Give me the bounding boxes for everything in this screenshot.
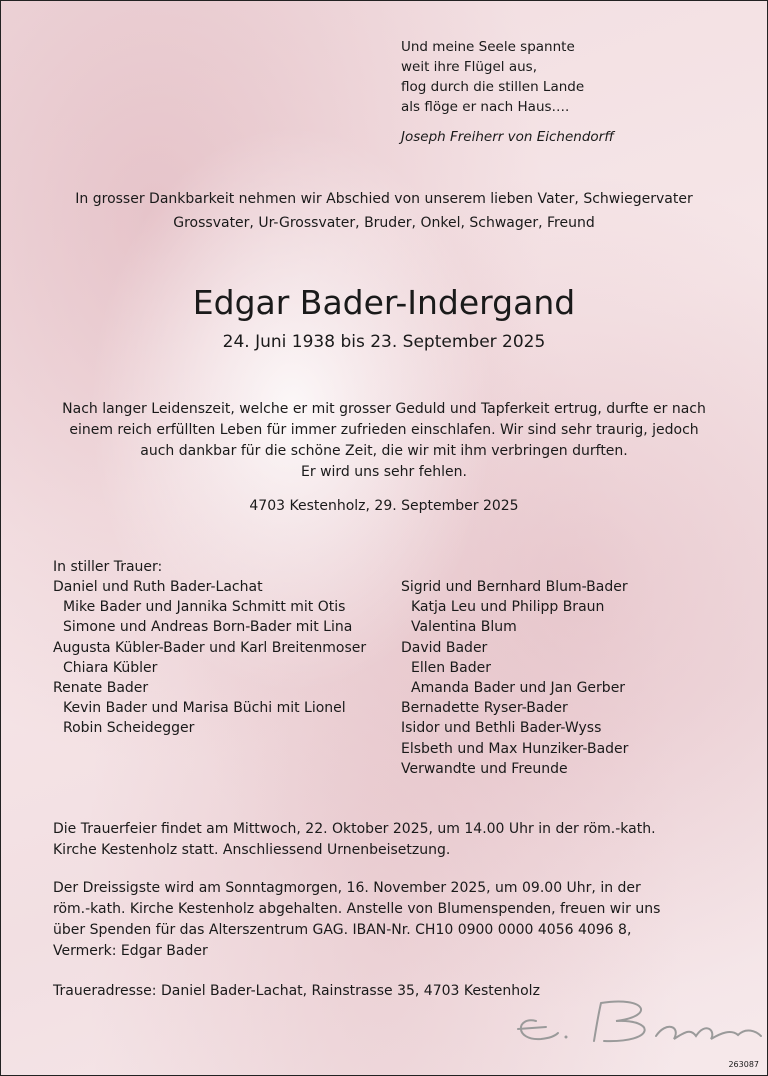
- message-text: [21, 399, 747, 483]
- mourner: Simone und Andreas Born-Bader mit Lina: [63, 619, 353, 636]
- mourner: Ellen Bader: [411, 659, 492, 676]
- mourner: Chiara Kübler: [63, 659, 158, 676]
- intro-text: [21, 187, 747, 235]
- mourner: Robin Scheidegger: [63, 720, 195, 737]
- message-line: Nach langer Leidenszeit, welche er mit grosser Geduld und Tapferkeit ertrug, durfte er nach: [62, 401, 706, 417]
- poem-line: weit ihre Flügel aus,: [401, 59, 537, 75]
- memorial-line: röm.-kath. Kirche Kestenholz abgehalten. Anstelle von Blumenspenden, freuen wir uns: [53, 901, 661, 917]
- message-line: Er wird uns sehr fehlen.: [301, 464, 467, 480]
- mourner: Kevin Bader und Marisa Büchi mit Lionel: [63, 700, 346, 717]
- signature: [506, 991, 766, 1051]
- ceremony-line: Kirche Kestenholz statt. Anschliessend Urnenbeisetzung.: [53, 842, 451, 858]
- mourner: Mike Bader und Jannika Schmitt mit Otis: [63, 599, 346, 616]
- message-line: einem reich erfüllten Leben für immer zufrieden einschlafen. Wir sind sehr traurig, jedoch: [69, 422, 699, 438]
- mourner: Renate Bader: [53, 680, 149, 697]
- poem-line: flog durch die stillen Lande: [401, 79, 585, 95]
- mourner: Elsbeth und Max Hunziker-Bader: [401, 740, 629, 757]
- mourners-right-column: [401, 577, 628, 779]
- mourner: David Bader: [401, 639, 488, 656]
- mourner: Verwandte und Freunde: [401, 760, 568, 777]
- life-dates: 24. Juni 1938 bis 23. September 2025: [222, 332, 546, 352]
- mourning-address: Traueradresse: Daniel Bader-Lachat, Rainstrasse 35, 4703 Kestenholz: [53, 983, 540, 999]
- ceremony-info: [53, 819, 733, 861]
- poem-line: Und meine Seele spannte: [401, 39, 575, 55]
- memorial-line: Der Dreissigste wird am Sonntagmorgen, 16. November 2025, um 09.00 Uhr, in der: [53, 880, 641, 896]
- poem-line: als flöge er nach Haus….: [401, 99, 570, 115]
- mourner: Sigrid und Bernhard Blum-Bader: [401, 579, 628, 595]
- poem-author: Joseph Freiherr von Eichendorff: [401, 129, 614, 145]
- intro-line: In grosser Dankbarkeit nehmen wir Abschied von unserem lieben Vater, Schwiegervater: [75, 191, 693, 207]
- intro-line: Grossvater, Ur-Grossvater, Bruder, Onkel, Schwager, Freund: [173, 215, 595, 231]
- mourners-left-column: [53, 577, 366, 739]
- memorial-line: Vermerk: Edgar Bader: [53, 943, 208, 959]
- memorial-info: [53, 878, 733, 962]
- mourner: Isidor und Bethli Bader-Wyss: [401, 720, 602, 737]
- memorial-line: über Spenden für das Alterszentrum GAG. IBAN-Nr. CH10 0900 0000 4056 4096 8,: [53, 922, 632, 938]
- ad-code: 263087: [728, 1060, 759, 1069]
- mourner: Valentina Blum: [411, 619, 517, 636]
- mourner: Bernadette Ryser-Bader: [401, 700, 568, 717]
- message-line: auch dankbar für die schöne Zeit, die wir mit ihm verbringen durften.: [140, 443, 628, 459]
- mourners-label: In stiller Trauer:: [53, 559, 163, 575]
- place-date: 4703 Kestenholz, 29. September 2025: [249, 498, 519, 514]
- deceased-name: Edgar Bader-Indergand: [192, 283, 576, 322]
- mourner: Augusta Kübler-Bader und Karl Breitenmoser: [53, 639, 367, 656]
- mourner: Daniel und Ruth Bader-Lachat: [53, 579, 263, 595]
- poem: [401, 37, 614, 147]
- mourner: Amanda Bader und Jan Gerber: [411, 680, 626, 697]
- mourner: Katja Leu und Philipp Braun: [411, 599, 605, 616]
- ceremony-line: Die Trauerfeier findet am Mittwoch, 22. Oktober 2025, um 14.00 Uhr in der röm.-kath.: [53, 821, 656, 837]
